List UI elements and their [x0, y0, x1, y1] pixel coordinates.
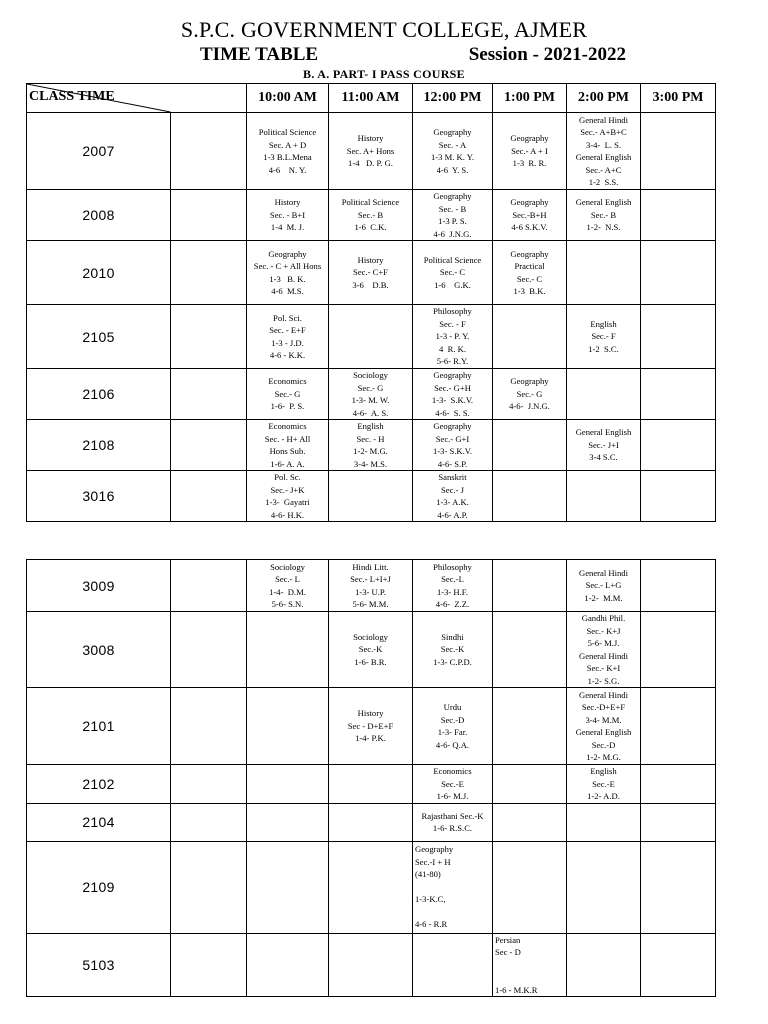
header-row [27, 84, 716, 113]
schedule-cell [493, 688, 567, 765]
room-number: 2109 [27, 841, 171, 933]
schedule-cell: History Sec. - B+I 1-4 M. J. [247, 190, 329, 241]
schedule-cell: General Hindi Sec.- L+G 1-2- M.M. [567, 560, 641, 612]
schedule-cell [247, 688, 329, 765]
schedule-cell [329, 841, 413, 933]
schedule-cell [641, 841, 716, 933]
schedule-cell: Gandhi Phil. Sec.- K+J 5-6- M.J. General Hindi Sec.- K+I 1-2- S.G. [567, 612, 641, 688]
empty-cell [171, 369, 247, 420]
table-row [27, 560, 716, 612]
schedule-cell [247, 841, 329, 933]
room-number: 3009 [27, 560, 171, 612]
schedule-cell [641, 190, 716, 241]
time-slot: 1:00 PM [493, 84, 567, 113]
room-number: 2007 [27, 113, 171, 190]
room-number: 2104 [27, 803, 171, 841]
schedule-cell [493, 560, 567, 612]
schedule-cell [329, 765, 413, 804]
timetable-body-1 [27, 113, 716, 522]
schedule-cell [413, 933, 493, 997]
schedule-cell: Hindi Litt. Sec.- L+I+J 1-3- U.P. 5-6- M.M. [329, 560, 413, 612]
schedule-cell [567, 241, 641, 305]
empty-cell [171, 933, 247, 997]
schedule-cell: Rajasthani Sec.-K 1-6- R.S.C. [413, 803, 493, 841]
schedule-cell: History Sec - D+E+F 1-4- P.K. [329, 688, 413, 765]
schedule-cell: Sociology Sec.-K 1-6- B.R. [329, 612, 413, 688]
table-row [27, 803, 716, 841]
table-row [27, 420, 716, 471]
schedule-cell [247, 612, 329, 688]
schedule-cell [641, 765, 716, 804]
schedule-cell: Sindhi Sec.-K 1-3- C.P.D. [413, 612, 493, 688]
schedule-cell: English Sec.- F 1-2 S.C. [567, 305, 641, 369]
schedule-cell [641, 688, 716, 765]
table-row [27, 765, 716, 804]
empty-cell [171, 420, 247, 471]
timetable-part-2 [26, 559, 716, 997]
schedule-cell: Geography Sec.- G 4-6- J.N.G. [493, 369, 567, 420]
schedule-cell: History Sec.- C+F 3-6 D.B. [329, 241, 413, 305]
schedule-cell [493, 612, 567, 688]
table-row [27, 933, 716, 997]
schedule-cell [641, 560, 716, 612]
time-slot: 12:00 PM [413, 84, 493, 113]
timetable-part-1 [26, 83, 716, 522]
schedule-cell: Economics Sec. - H+ All Hons Sub. 1-6- A. A. [247, 420, 329, 471]
schedule-cell [567, 841, 641, 933]
empty-cell [171, 841, 247, 933]
schedule-cell: Geography Sec.- G+H 1-3- S.K.V. 4-6- S. S. [413, 369, 493, 420]
schedule-cell: Geography Sec.-I + H (41-80) 1-3-K.C, 4-6 - R.R [413, 841, 493, 933]
schedule-cell: English Sec.-E 1-2- A.D. [567, 765, 641, 804]
timetable-body-2 [27, 560, 716, 997]
room-number: 2101 [27, 688, 171, 765]
schedule-cell: Geography Sec.- A + I 1-3 R. R. [493, 113, 567, 190]
table-row [27, 688, 716, 765]
course-name: B. A. PART- I PASS COURSE [303, 67, 465, 81]
subtitle-row [200, 42, 640, 68]
table-row [27, 471, 716, 522]
empty-cell [171, 190, 247, 241]
schedule-cell: General Hindi Sec.-D+E+F 3-4- M.M. General English Sec.-D 1-2- M.G. [567, 688, 641, 765]
schedule-cell: Political Science Sec.- C 1-6 G.K. [413, 241, 493, 305]
schedule-cell: Philosophy Sec.-L 1-3- H.F. 4-6- Z.Z. [413, 560, 493, 612]
schedule-cell [329, 933, 413, 997]
table-row [27, 113, 716, 190]
room-number: 2105 [27, 305, 171, 369]
schedule-cell [641, 113, 716, 190]
schedule-cell [329, 471, 413, 522]
schedule-cell [493, 471, 567, 522]
empty-cell [171, 113, 247, 190]
schedule-cell: Sanskrit Sec.- J 1-3- A.K. 4-6- A.P. [413, 471, 493, 522]
empty-cell [171, 688, 247, 765]
time-slot: 10:00 AM [247, 84, 329, 113]
time-slot: 2:00 PM [567, 84, 641, 113]
time-slot: 3:00 PM [641, 84, 716, 113]
schedule-cell [641, 420, 716, 471]
schedule-cell: Geography Sec. - A 1-3 M. K. Y. 4-6 Y. S. [413, 113, 493, 190]
table-row [27, 241, 716, 305]
room-number: 2108 [27, 420, 171, 471]
schedule-cell [641, 471, 716, 522]
schedule-cell: Pol. Sci. Sec. - E+F 1-3 - J.D. 4-6 - K.K. [247, 305, 329, 369]
schedule-cell [493, 765, 567, 804]
schedule-cell [493, 420, 567, 471]
session-label: Session - 2021-2022 [468, 44, 626, 65]
room-number: 3008 [27, 612, 171, 688]
class-time-label: CLASS TIME [29, 89, 115, 104]
schedule-cell: Sociology Sec.- G 1-3- M. W. 4-6- A. S. [329, 369, 413, 420]
room-number: 2008 [27, 190, 171, 241]
schedule-cell: Economics Sec.- G 1-6- P. S. [247, 369, 329, 420]
schedule-cell: Philosophy Sec. - F 1-3 - P. Y. 4 R. K. 5-6- R.Y. [413, 305, 493, 369]
room-number: 5103 [27, 933, 171, 997]
schedule-cell [247, 933, 329, 997]
empty-cell [171, 612, 247, 688]
room-number: 3016 [27, 471, 171, 522]
schedule-cell: Geography Sec.- G+I 1-3- S.K.V. 4-6- S.P. [413, 420, 493, 471]
time-slot: 11:00 AM [329, 84, 413, 113]
class-time-corner [27, 84, 247, 113]
schedule-cell [641, 305, 716, 369]
schedule-cell [641, 369, 716, 420]
table-row [27, 369, 716, 420]
empty-cell [171, 471, 247, 522]
table-row [27, 305, 716, 369]
schedule-cell [641, 612, 716, 688]
doc-title: TIME TABLE [200, 44, 319, 65]
schedule-cell: Geography Sec.-B+H 4-6 S.K.V. [493, 190, 567, 241]
college-name: S.P.C. GOVERNMENT COLLEGE, AJMER [180, 17, 588, 42]
schedule-cell [493, 305, 567, 369]
schedule-cell [247, 765, 329, 804]
table-row [27, 841, 716, 933]
room-number: 2106 [27, 369, 171, 420]
schedule-cell: Pol. Sc. Sec.- J+K 1-3- Gayatri 4-6- H.K. [247, 471, 329, 522]
schedule-cell: History Sec. A+ Hons 1-4 D. P. G. [329, 113, 413, 190]
room-number: 2102 [27, 765, 171, 804]
schedule-cell [567, 369, 641, 420]
schedule-cell [329, 305, 413, 369]
schedule-cell: Geography Sec. - B 1-3 P. S. 4-6 J.N.G. [413, 190, 493, 241]
empty-cell [171, 803, 247, 841]
schedule-cell: Economics Sec.-E 1-6- M.J. [413, 765, 493, 804]
schedule-cell: Political Science Sec.- B 1-6 C.K. [329, 190, 413, 241]
schedule-cell: General English Sec.- J+I 3-4 S.C. [567, 420, 641, 471]
empty-cell [171, 305, 247, 369]
empty-cell [171, 241, 247, 305]
schedule-cell [567, 933, 641, 997]
schedule-cell [493, 841, 567, 933]
schedule-cell [641, 933, 716, 997]
schedule-cell [641, 241, 716, 305]
schedule-cell [567, 803, 641, 841]
schedule-cell: Geography Practical Sec.- C 1-3 B.K. [493, 241, 567, 305]
empty-cell [171, 560, 247, 612]
schedule-cell [641, 803, 716, 841]
schedule-cell: Sociology Sec.- L 1-4- D.M. 5-6- S.N. [247, 560, 329, 612]
schedule-cell: General Hindi Sec.- A+B+C 3-4- L. S. General English Sec.- A+C 1-2 S.S. [567, 113, 641, 190]
empty-cell [171, 765, 247, 804]
schedule-cell [567, 471, 641, 522]
schedule-cell: Geography Sec. - C + All Hons 1-3 B. K. 4-6 M.S. [247, 241, 329, 305]
schedule-cell: General English Sec.- B 1-2- N.S. [567, 190, 641, 241]
schedule-cell: Urdu Sec.-D 1-3- Far. 4-6- Q.A. [413, 688, 493, 765]
schedule-cell: Persian Sec - D 1-6 - M.K.R [493, 933, 567, 997]
schedule-cell [247, 803, 329, 841]
schedule-cell [493, 803, 567, 841]
schedule-cell: English Sec. - H 1-2- M.G. 3-4- M.S. [329, 420, 413, 471]
table-row [27, 190, 716, 241]
table-row [27, 612, 716, 688]
room-number: 2010 [27, 241, 171, 305]
schedule-cell [329, 803, 413, 841]
schedule-cell: Political Science Sec. A + D 1-3 B.L.Mena 4-6 N. Y. [247, 113, 329, 190]
